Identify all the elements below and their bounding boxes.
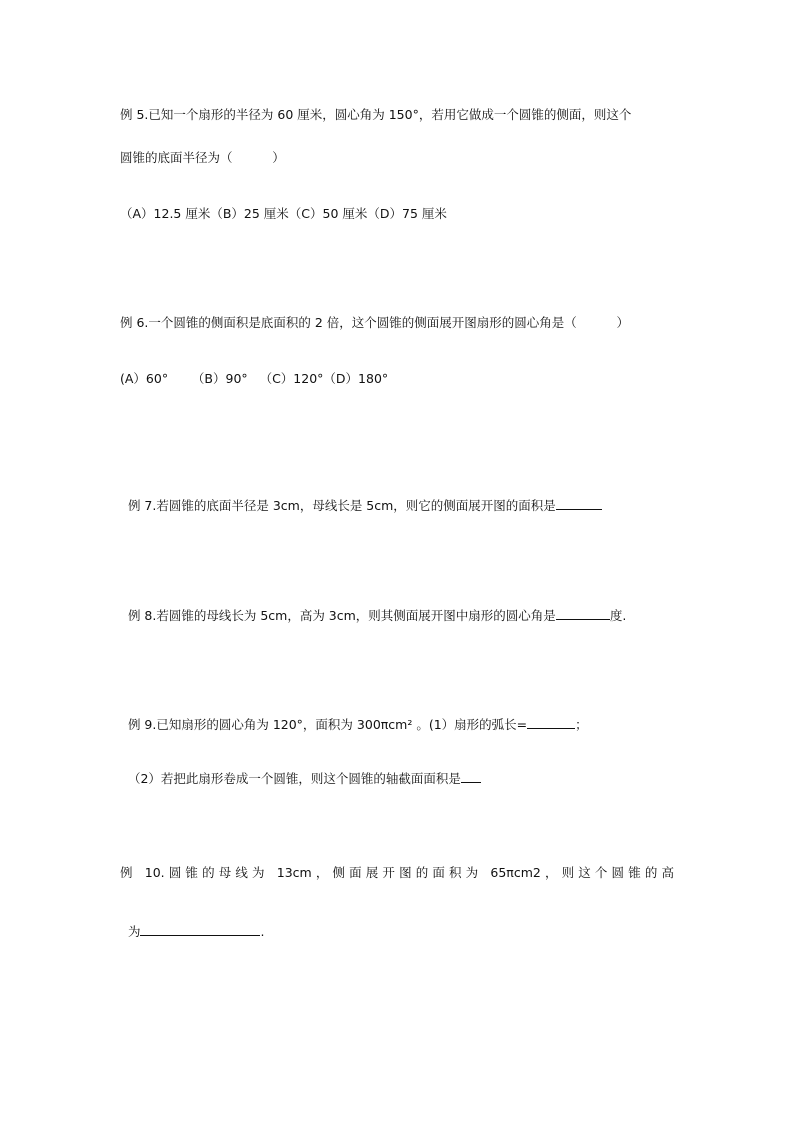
q9-text-1-suffix: ； bbox=[575, 717, 588, 732]
q5-options: （A）12.5 厘米（B）25 厘米（C）50 厘米（D）75 厘米 bbox=[120, 206, 447, 221]
q9-stem-line2 bbox=[120, 754, 481, 787]
q9-text-2: （2）若把此扇形卷成一个圆锥，则这个圆锥的轴截面面积是 bbox=[127, 771, 461, 786]
q8-stem bbox=[120, 591, 626, 624]
q8-text: 例 8.若圆锥的母线长为 5cm，高为 3cm，则其侧面展开图中扇形的圆心角是 bbox=[127, 608, 556, 623]
q8-suffix: 度. bbox=[609, 608, 627, 623]
q6-options: (A）60° （B）90° （C）120°（D）180° bbox=[120, 371, 389, 386]
q5-stem-line2: 圆锥的底面半径为（ ） bbox=[120, 150, 285, 165]
q7-text: 例 7.若圆锥的底面半径是 3cm，母线长是 5cm，则它的侧面展开图的面积是 bbox=[127, 498, 556, 513]
q10-stem-line2 bbox=[120, 907, 264, 940]
q10-prefix: 为 bbox=[127, 924, 141, 939]
q10-suffix: . bbox=[260, 924, 265, 939]
q10-stem-line1: 例 10.圆锥的母线为 13cm，侧面展开图的面积为 65πcm2，则这个圆锥的高 bbox=[120, 865, 674, 880]
q9-stem-line1 bbox=[120, 700, 588, 733]
q9-area-blank[interactable] bbox=[461, 770, 481, 783]
q9-arc-length-blank[interactable] bbox=[527, 716, 575, 729]
q9-text-1: 例 9.已知扇形的圆心角为 120°，面积为 300πcm² 。(1）扇形的弧长= bbox=[127, 717, 528, 732]
q10-height-blank[interactable] bbox=[140, 923, 260, 936]
q7-answer-blank[interactable] bbox=[556, 497, 602, 510]
q6-stem: 例 6.一个圆锥的侧面积是底面积的 2 倍，这个圆锥的侧面展开图扇形的圆心角是（ ） bbox=[120, 315, 630, 330]
q8-answer-blank[interactable] bbox=[556, 607, 610, 620]
q7-stem bbox=[120, 481, 602, 514]
q5-stem-line1: 例 5.已知一个扇形的半径为 60 厘米，圆心角为 150°，若用它做成一个圆锥的侧面，则这个 bbox=[120, 107, 632, 122]
